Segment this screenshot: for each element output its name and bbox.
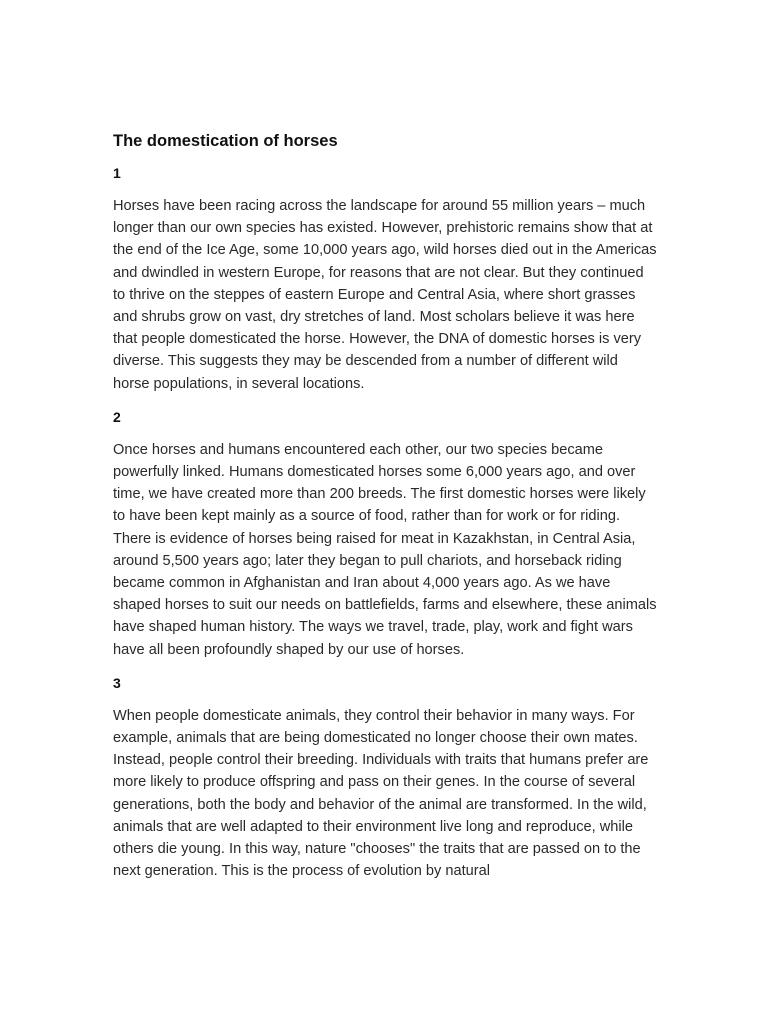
section-2 — [113, 407, 658, 661]
section-number: 1 — [113, 165, 121, 181]
section-number: 3 — [113, 674, 121, 691]
section-number: 2 — [113, 408, 121, 425]
section-paragraph: Horses have been racing across the landscape for around 55 million years – much longer than our own species has existed. However, prehistoric remains show that at the end of the Ice Age, some 10,000 years ago, wild horses died out in the Americas and dwindled in western Europe, for reasons that are not clear. But they continued to thrive on the steppes of eastern Europe and Central Asia, where short grasses and shrubs grow on vast, dry stretches of land. Most scholars believe it was here that people domesticated the horse. However, the DNA of domestic horses is very diverse. This suggests they may be descended from a number of different wild horse populations, in several locations. — [113, 198, 657, 392]
section-3 — [113, 673, 658, 883]
section-paragraph: Once horses and humans encountered each other, our two species became powerfully linked. Humans domesticated horses some 6,000 years ago, and over time, we have created more than 200 breeds. The first domestic horses were likely to have been kept mainly as a source of food, rather than for work or for riding. There is evidence of horses being raised for meat in Kazakhstan, in Central Asia, around 5,500 years ago; later they began to pull chariots, and horseback riding became common in Afghanistan and Iran about 4,000 years ago. As we have shaped horses to suit our needs on battlefields, farms and elsewhere, these animals have shaped human history. The ways we travel, trade, play, work and fight wars have all been profoundly shaped by our use of horses. — [113, 441, 657, 658]
section-1 — [113, 163, 658, 395]
document-title: The domestication of horses — [113, 132, 338, 150]
section-paragraph: When people domesticate animals, they control their behavior in many ways. For example, animals that are being domesticated no longer choose their own mates. Instead, people control their breeding. Individuals with traits that humans prefer are more likely to produce offspring and pass on their genes. In the course of several generations, both the body and behavior of the animal are transformed. In the wild, animals that are well adapted to their environment live long and reproduce, while others die young. In this way, nature "chooses" the traits that are passed on to the next generation. This is the process of evolution by natural — [113, 707, 649, 880]
document-page — [113, 130, 658, 882]
